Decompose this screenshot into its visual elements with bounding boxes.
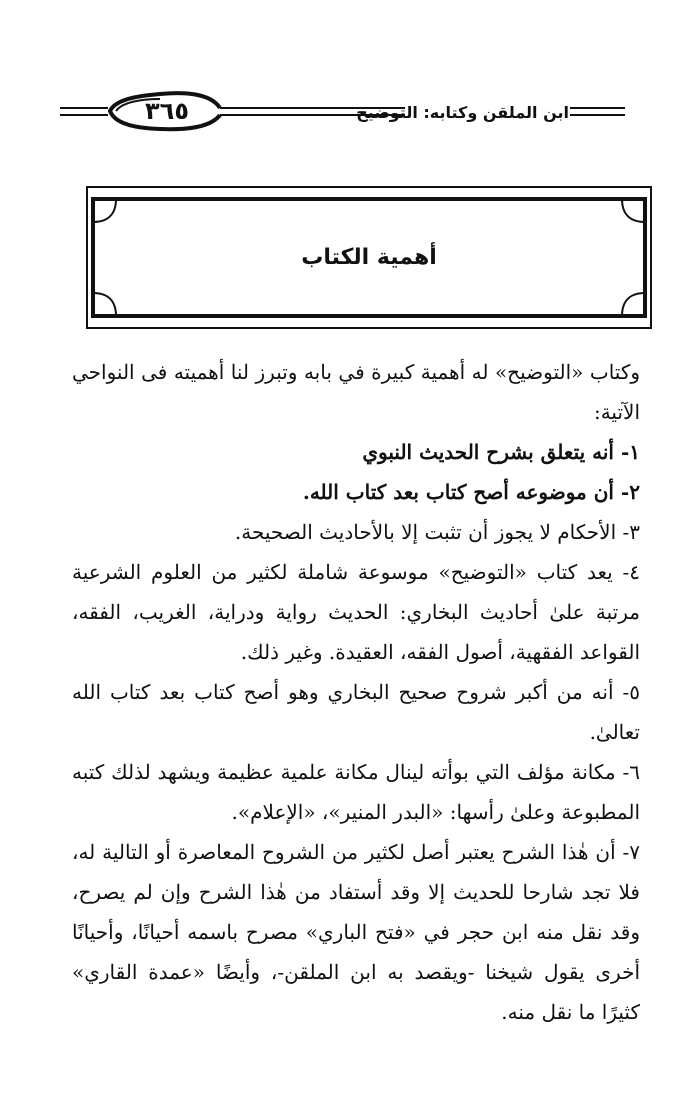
- section-title-frame: [86, 186, 652, 329]
- intro-paragraph: وكتاب «التوضيح» له أهمية كبيرة في بابه وتبرز لنا أهميته فى النواحي الآتية:: [72, 360, 640, 424]
- point-5: ٥- أنه من أكبر شروح صحيح البخاري وهو أصح كتاب بعد كتاب الله تعالىٰ.: [72, 680, 640, 744]
- page-number: ٣٦٥: [145, 97, 189, 125]
- point-3: ٣- الأحكام لا يجوز أن تثبت إلا بالأحاديث الصحيحة.: [234, 520, 640, 544]
- page-header: [60, 86, 625, 138]
- point-6: ٦- مكانة مؤلف التي بوأته لينال مكانة علمية عظيمة ويشهد لذلك كتبه المطبوعة وعلىٰ رأسها: «البدر المنير»، «الإعلام».: [72, 760, 641, 824]
- point-1: ١- أنه يتعلق بشرح الحديث النبوي: [362, 440, 640, 464]
- point-2: ٢- أن موضوعه أصح كتاب بعد كتاب الله.: [302, 480, 640, 504]
- body-text: [72, 352, 640, 1032]
- point-7: ٧- أن هٰذا الشرح يعتبر أصل لكثير من الشروح المعاصرة أو التالية له، فلا تجد شارحا للحديث إلا وقد أستفاد من هٰذا الشرح وإن لم يصرح، وقد نقل منه ابن حجر في «فتح الباري» مصرح باسمه أحيانًا، وأحيانًا أخرى يقول شيخنا -ويقصد به ابن الملقن-، وأيضًا «عمدة القاري» كثيرًا ما نقل منه.: [72, 840, 640, 1024]
- running-title: ابن الملقن وكتابه: التوضيح: [356, 102, 569, 122]
- section-title: أهمية الكتاب: [301, 245, 437, 270]
- point-4: ٤- يعد كتاب «التوضيح» موسوعة شاملة لكثير من العلوم الشرعية مرتبة علىٰ أحاديث البخاري: الحديث رواية ودراية، الغريب، الفقه، القواعد الفقهية، أصول الفقه، العقيدة. وغير ذلك.: [72, 560, 640, 664]
